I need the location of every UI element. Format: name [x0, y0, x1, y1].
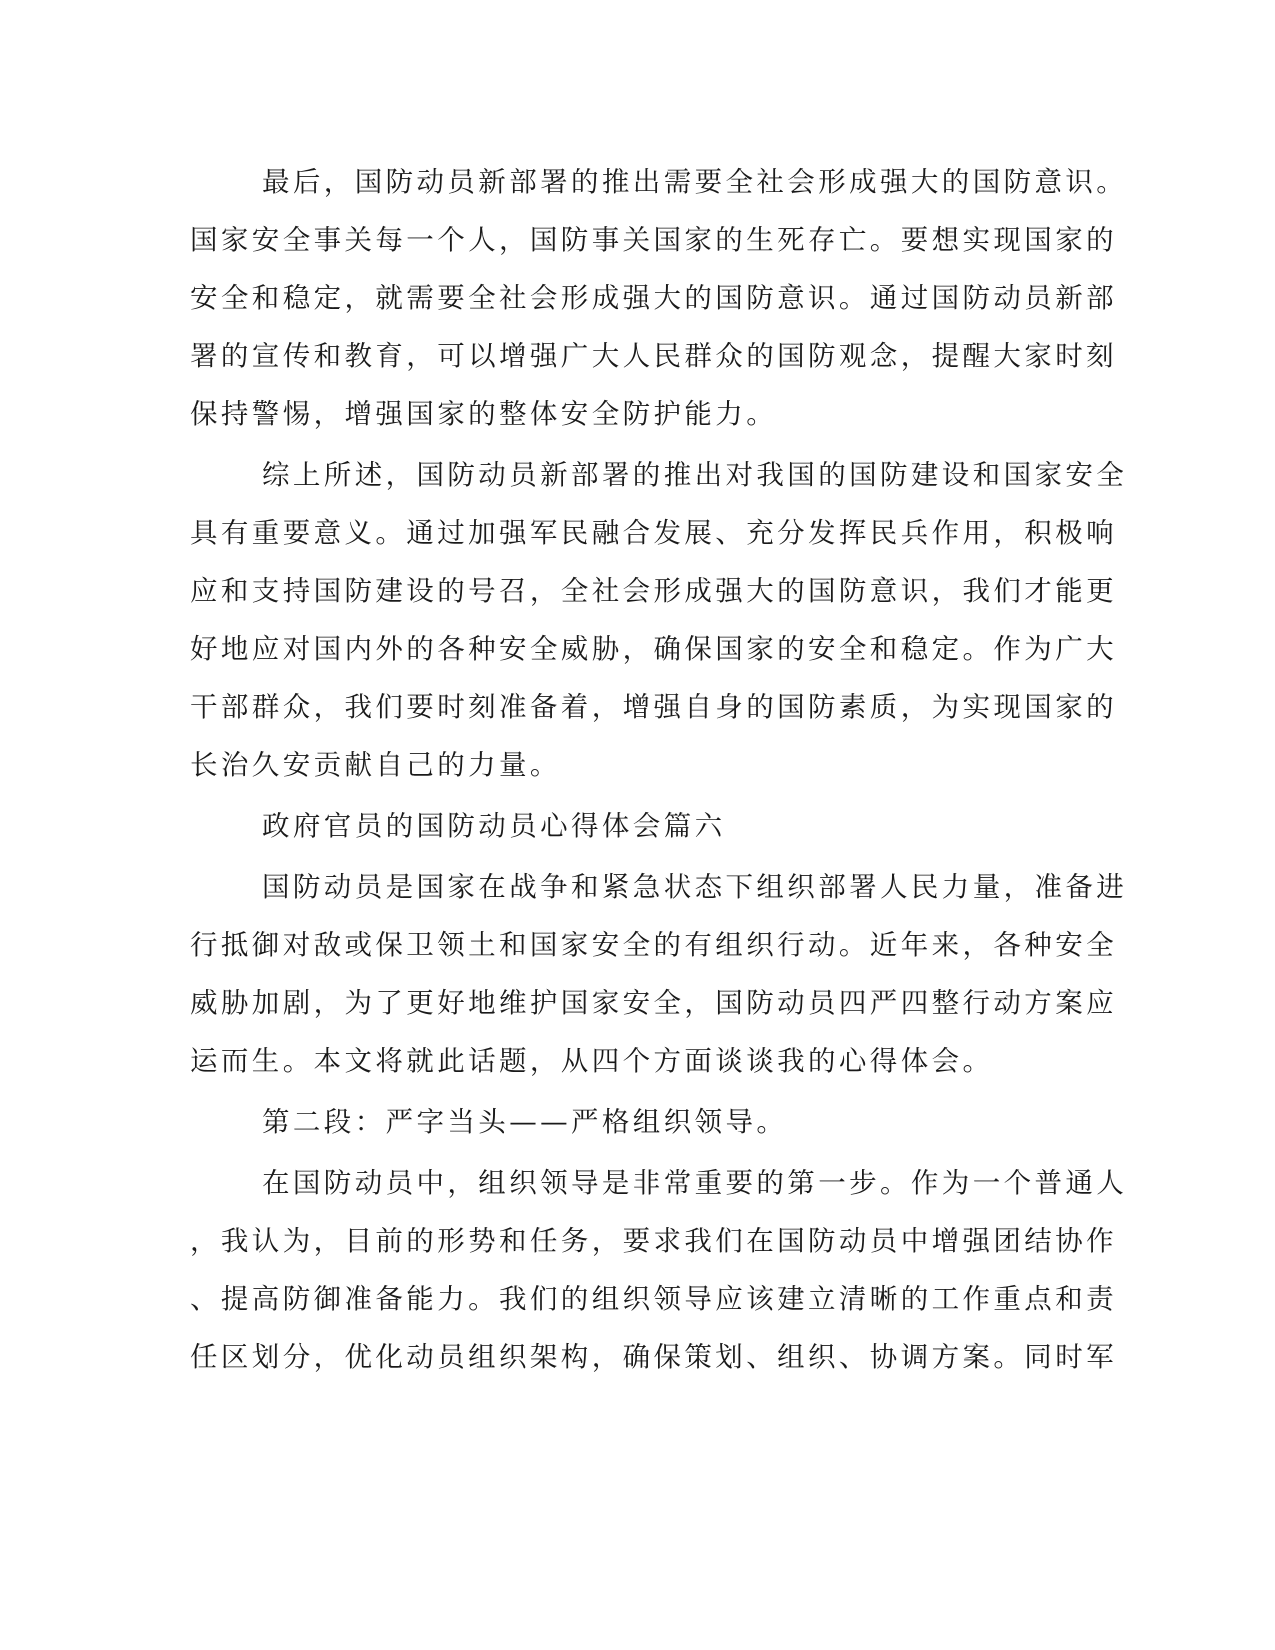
paragraph-line: 综上所述，国防动员新部署的推出对我国的国防建设和国家安全: [262, 459, 1128, 491]
paragraph-line: 好地应对国内外的各种安全威胁，确保国家的安全和稳定。作为广大: [190, 633, 1117, 665]
paragraph-line: 具有重要意义。通过加强军民融合发展、充分发挥民兵作用，积极响: [190, 517, 1117, 549]
section-heading: 第二段：严字当头——严格组织领导。: [262, 1106, 788, 1138]
paragraph-line: 干部群众，我们要时刻准备着，增强自身的国防素质，为实现国家的: [190, 691, 1117, 723]
paragraph-line: ，我认为，目前的形势和任务，要求我们在国防动员中增强团结协作: [190, 1225, 1117, 1257]
paragraph-line: 国家安全事关每一个人，国防事关国家的生死存亡。要想实现国家的: [190, 224, 1117, 256]
paragraph-line: 保持警惕，增强国家的整体安全防护能力。: [190, 398, 778, 430]
paragraph-line: 在国防动员中，组织领导是非常重要的第一步。作为一个普通人: [262, 1167, 1128, 1199]
paragraph-line: 安全和稳定，就需要全社会形成强大的国防意识。通过国防动员新部: [190, 282, 1117, 314]
paragraph-line: 署的宣传和教育，可以增强广大人民群众的国防观念，提醒大家时刻: [190, 340, 1117, 372]
paragraph-line: 应和支持国防建设的号召，全社会形成强大的国防意识，我们才能更: [190, 575, 1117, 607]
paragraph-line: 国防动员是国家在战争和紧急状态下组织部署人民力量，准备进: [262, 871, 1128, 903]
paragraph-line: 任区划分，优化动员组织架构，确保策划、组织、协调方案。同时军: [190, 1341, 1117, 1373]
section-heading: 政府官员的国防动员心得体会篇六: [262, 810, 726, 842]
paragraph-line: 长治久安贡献自己的力量。: [190, 749, 561, 781]
paragraph-line: 最后，国防动员新部署的推出需要全社会形成强大的国防意识。: [262, 166, 1128, 198]
paragraph-line: 威胁加剧，为了更好地维护国家安全，国防动员四严四整行动方案应: [190, 987, 1117, 1019]
paragraph-line: 、提高防御准备能力。我们的组织领导应该建立清晰的工作重点和责: [190, 1283, 1117, 1315]
paragraph-line: 运而生。本文将就此话题，从四个方面谈谈我的心得体会。: [190, 1045, 994, 1077]
paragraph-line: 行抵御对敌或保卫领土和国家安全的有组织行动。近年来，各种安全: [190, 929, 1117, 961]
